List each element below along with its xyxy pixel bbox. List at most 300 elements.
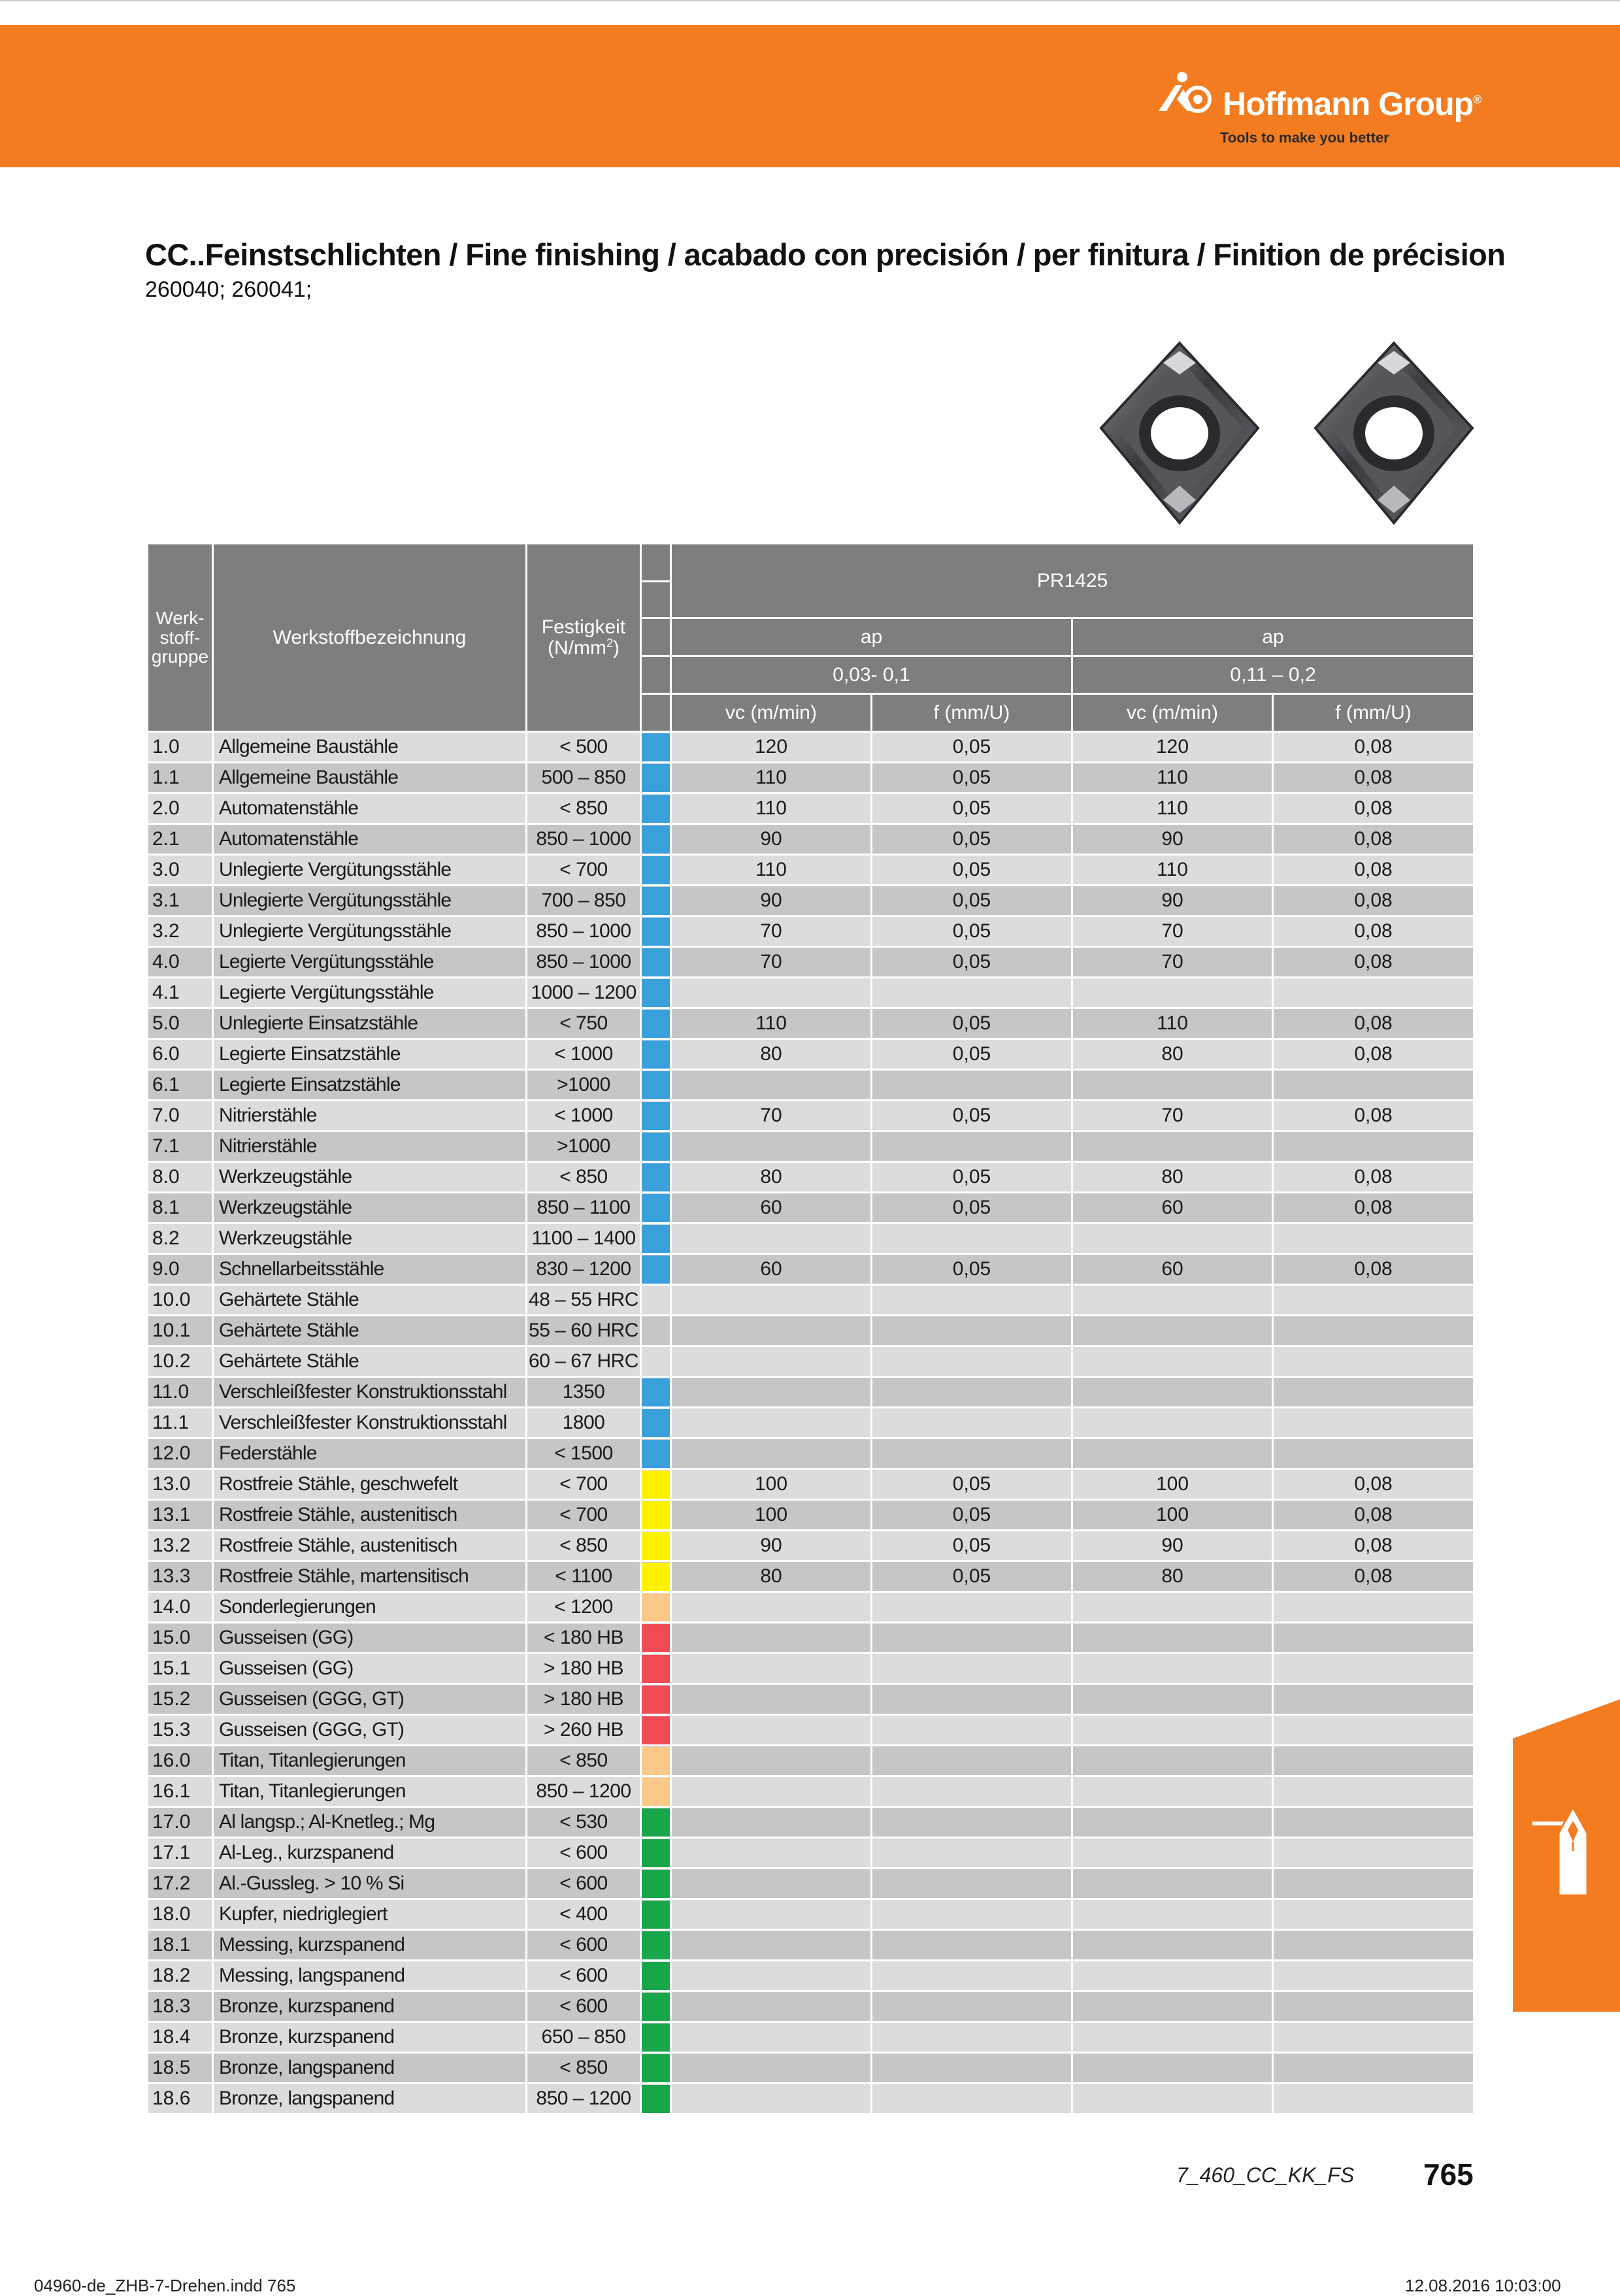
table-row xyxy=(148,1592,1474,1623)
material-name-cell: Rostfreie Stähle, austenitisch xyxy=(213,1531,527,1561)
material-color-swatch xyxy=(641,793,671,824)
vc-2-cell: 70 xyxy=(1072,1101,1273,1131)
material-class-color-block xyxy=(642,1440,670,1468)
f-2-cell: 0,08 xyxy=(1273,1039,1474,1070)
material-name-cell: Bronze, langspanend xyxy=(213,2053,527,2084)
f-2-cell: 0,08 xyxy=(1273,1008,1474,1039)
material-color-swatch xyxy=(641,1070,671,1101)
vc-1-cell: 90 xyxy=(671,1531,872,1561)
material-class-color-block xyxy=(642,1256,670,1284)
f-2-cell: 0,08 xyxy=(1273,732,1474,763)
vc-2-cell xyxy=(1072,1715,1273,1746)
vc-1-cell xyxy=(671,1316,872,1346)
cutting-insert-image xyxy=(1091,337,1268,533)
vc-2-cell xyxy=(1072,1131,1273,1162)
material-color-swatch xyxy=(641,1254,671,1285)
f-2-cell: 0,08 xyxy=(1273,1531,1474,1561)
vc-2-cell: 70 xyxy=(1072,947,1273,978)
vc-2-cell: 110 xyxy=(1072,793,1273,824)
strength-cell: < 1200 xyxy=(527,1592,641,1623)
strength-cell: < 1000 xyxy=(527,1101,641,1131)
material-group-cell: 13.2 xyxy=(148,1531,213,1561)
table-row xyxy=(148,1346,1474,1377)
material-name-cell: Werkzeugstähle xyxy=(213,1223,527,1254)
f-1-cell xyxy=(872,1776,1072,1807)
material-group-cell: 3.1 xyxy=(148,886,213,916)
material-name-cell: Legierte Vergütungsstähle xyxy=(213,947,527,978)
table-row xyxy=(148,1439,1474,1469)
table-row xyxy=(148,1838,1474,1869)
material-name-cell: Automatenstähle xyxy=(213,824,527,855)
strength-cell: < 700 xyxy=(527,1469,641,1500)
material-class-color-block xyxy=(642,2085,670,2113)
material-color-swatch xyxy=(641,1039,671,1070)
vc-2-cell xyxy=(1072,1899,1273,1930)
material-name-cell: Verschleißfester Konstruktionsstahl xyxy=(213,1408,527,1439)
material-class-color-block xyxy=(642,2054,670,2082)
table-row xyxy=(148,1500,1474,1531)
material-name-cell: Legierte Einsatzstähle xyxy=(213,1039,527,1070)
f-2-cell xyxy=(1273,1346,1474,1377)
material-class-color-block xyxy=(642,1010,670,1038)
f-1-cell xyxy=(872,1223,1072,1254)
material-group-cell: 10.2 xyxy=(148,1346,213,1377)
table-row xyxy=(148,1101,1474,1131)
material-name-cell: Titan, Titanlegierungen xyxy=(213,1776,527,1807)
vc-1-cell xyxy=(671,1715,872,1746)
material-color-swatch xyxy=(641,1776,671,1807)
material-name-cell: Messing, kurzspanend xyxy=(213,1930,527,1961)
material-name-cell: Legierte Einsatzstähle xyxy=(213,1070,527,1101)
material-group-cell: 17.1 xyxy=(148,1838,213,1869)
material-group-cell: 13.1 xyxy=(148,1500,213,1531)
strength-cell: >1000 xyxy=(527,1070,641,1101)
strength-cell: 850 – 1100 xyxy=(527,1193,641,1223)
table-row xyxy=(148,1070,1474,1101)
vc-1-cell: 70 xyxy=(671,916,872,947)
material-class-color-block xyxy=(642,1655,670,1683)
vc-2-cell xyxy=(1072,1746,1273,1776)
f-1-cell xyxy=(872,1285,1072,1316)
vc-2-cell xyxy=(1072,1930,1273,1961)
material-group-cell: 11.1 xyxy=(148,1408,213,1439)
chapter-side-tab xyxy=(1513,1699,1620,2012)
material-name-cell: Allgemeine Baustähle xyxy=(213,763,527,793)
table-row xyxy=(148,1807,1474,1838)
f-1-cell xyxy=(872,1807,1072,1838)
strength-cell: < 600 xyxy=(527,1838,641,1869)
vc-2-cell xyxy=(1072,2084,1273,2114)
material-color-swatch xyxy=(641,1654,671,1684)
material-color-swatch xyxy=(641,1869,671,1899)
f-1-cell xyxy=(872,1746,1072,1776)
table-row xyxy=(148,732,1474,763)
material-group-cell: 18.2 xyxy=(148,1961,213,1991)
vc-1-cell xyxy=(671,1070,872,1101)
page-top-rule xyxy=(0,0,1620,1)
header-blank-cell xyxy=(641,656,671,694)
f-1-cell: 0,05 xyxy=(872,1039,1072,1070)
material-color-swatch xyxy=(641,1838,671,1869)
material-group-cell: 5.0 xyxy=(148,1008,213,1039)
material-color-swatch xyxy=(641,886,671,916)
f-2-cell: 0,08 xyxy=(1273,886,1474,916)
material-color-swatch xyxy=(641,978,671,1008)
vc-2-cell: 110 xyxy=(1072,763,1273,793)
header-band xyxy=(0,25,1620,167)
strength-cell: 60 – 67 HRC xyxy=(527,1346,641,1377)
f-2-cell: 0,08 xyxy=(1273,1561,1474,1592)
material-group-cell: 18.5 xyxy=(148,2053,213,2084)
f-2-cell xyxy=(1273,1131,1474,1162)
header-blank-cell xyxy=(641,582,671,618)
material-class-color-block xyxy=(642,795,670,823)
vc-1-cell xyxy=(671,1776,872,1807)
material-name-cell: Gehärtete Stähle xyxy=(213,1316,527,1346)
vc-1-cell xyxy=(671,1346,872,1377)
vc-2-cell xyxy=(1072,1439,1273,1469)
f-2-cell xyxy=(1273,1408,1474,1439)
material-class-color-block xyxy=(642,856,670,884)
material-name-cell: Unlegierte Vergütungsstähle xyxy=(213,855,527,886)
strength-cell: < 600 xyxy=(527,1991,641,2022)
vc-2-cell: 90 xyxy=(1072,886,1273,916)
material-group-cell: 17.2 xyxy=(148,1869,213,1899)
table-row xyxy=(148,1162,1474,1193)
table-row xyxy=(148,1654,1474,1684)
material-group-cell: 10.0 xyxy=(148,1285,213,1316)
material-color-swatch xyxy=(641,1715,671,1746)
f-1-cell xyxy=(872,1592,1072,1623)
table-row xyxy=(148,824,1474,855)
material-color-swatch xyxy=(641,1285,671,1316)
vc-2-cell xyxy=(1072,978,1273,1008)
table-row xyxy=(148,1008,1474,1039)
material-group-cell: 11.0 xyxy=(148,1377,213,1408)
strength-cell: < 180 HB xyxy=(527,1623,641,1654)
strength-cell: >1000 xyxy=(527,1131,641,1162)
material-class-color-block xyxy=(642,1686,670,1714)
material-class-color-block xyxy=(642,2023,670,2052)
vc-2-cell: 70 xyxy=(1072,916,1273,947)
f-1-cell xyxy=(872,1377,1072,1408)
vc-1-cell xyxy=(671,1377,872,1408)
vc-1-cell: 70 xyxy=(671,947,872,978)
vc-1-cell xyxy=(671,1654,872,1684)
material-color-swatch xyxy=(641,1469,671,1500)
material-name-cell: Federstähle xyxy=(213,1439,527,1469)
strength-cell: < 750 xyxy=(527,1008,641,1039)
cutting-insert-image xyxy=(1306,337,1482,533)
strength-cell: 700 – 850 xyxy=(527,886,641,916)
vc-2-cell xyxy=(1072,1838,1273,1869)
header-blank-cell xyxy=(641,694,671,732)
material-group-cell: 18.6 xyxy=(148,2084,213,2114)
strength-cell: 650 – 850 xyxy=(527,2022,641,2053)
material-name-cell: Allgemeine Baustähle xyxy=(213,732,527,763)
f-1-cell xyxy=(872,2053,1072,2084)
material-group-cell: 15.2 xyxy=(148,1684,213,1715)
material-color-swatch xyxy=(641,1131,671,1162)
material-color-swatch xyxy=(641,1223,671,1254)
vc-2-cell: 80 xyxy=(1072,1039,1273,1070)
strength-cell: 1100 – 1400 xyxy=(527,1223,641,1254)
header-grade: PR1425 xyxy=(671,544,1474,618)
material-name-cell: Rostfreie Stähle, martensitisch xyxy=(213,1561,527,1592)
vc-1-cell xyxy=(671,1961,872,1991)
vc-1-cell: 100 xyxy=(671,1500,872,1531)
cutting-data-table xyxy=(146,542,1473,2115)
f-1-cell xyxy=(872,1408,1072,1439)
strength-cell: < 500 xyxy=(527,732,641,763)
f-2-cell xyxy=(1273,1070,1474,1101)
material-name-cell: Automatenstähle xyxy=(213,793,527,824)
f-2-cell xyxy=(1273,1991,1474,2022)
f-2-cell: 0,08 xyxy=(1273,1101,1474,1131)
material-color-swatch xyxy=(641,916,671,947)
material-name-cell: Gehärtete Stähle xyxy=(213,1346,527,1377)
vc-1-cell: 90 xyxy=(671,824,872,855)
vc-2-cell: 80 xyxy=(1072,1561,1273,1592)
material-color-swatch xyxy=(641,1008,671,1039)
table-row xyxy=(148,1131,1474,1162)
header-material-name: Werkstoffbezeichnung xyxy=(213,544,527,732)
strength-cell: < 700 xyxy=(527,855,641,886)
f-1-cell xyxy=(872,2022,1072,2053)
page-title: CC..Feinstschlichten / Fine finishing / acabado con precisión / per finitura / Finition de précision xyxy=(145,237,1506,272)
table-row xyxy=(148,2022,1474,2053)
material-name-cell: Bronze, kurzspanend xyxy=(213,1991,527,2022)
vc-2-cell: 60 xyxy=(1072,1193,1273,1223)
f-2-cell: 0,08 xyxy=(1273,1500,1474,1531)
material-color-swatch xyxy=(641,1531,671,1561)
material-class-color-block xyxy=(642,1317,670,1345)
document-code: 7_460_CC_KK_FS xyxy=(1176,2163,1355,2187)
material-group-cell: 18.0 xyxy=(148,1899,213,1930)
material-class-color-block xyxy=(642,1163,670,1191)
vc-1-cell: 110 xyxy=(671,855,872,886)
material-name-cell: Messing, langspanend xyxy=(213,1961,527,1991)
f-1-cell: 0,05 xyxy=(872,1561,1072,1592)
material-color-swatch xyxy=(641,2084,671,2114)
f-2-cell xyxy=(1273,1961,1474,1991)
f-1-cell: 0,05 xyxy=(872,763,1072,793)
material-name-cell: Bronze, langspanend xyxy=(213,2084,527,2114)
f-1-cell: 0,05 xyxy=(872,1254,1072,1285)
vc-2-cell: 100 xyxy=(1072,1469,1273,1500)
vc-2-cell xyxy=(1072,2053,1273,2084)
material-class-color-block xyxy=(642,1808,670,1837)
f-2-cell xyxy=(1273,1377,1474,1408)
material-color-swatch xyxy=(641,2022,671,2053)
material-group-cell: 2.1 xyxy=(148,824,213,855)
strength-cell: 850 – 1000 xyxy=(527,947,641,978)
table-row xyxy=(148,1684,1474,1715)
f-2-cell: 0,08 xyxy=(1273,824,1474,855)
table-body xyxy=(148,732,1474,2114)
material-color-swatch xyxy=(641,1439,671,1469)
f-2-cell: 0,08 xyxy=(1273,1162,1474,1193)
material-group-cell: 1.1 xyxy=(148,763,213,793)
material-color-swatch xyxy=(641,2053,671,2084)
f-1-cell xyxy=(872,1654,1072,1684)
f-1-cell xyxy=(872,1316,1072,1346)
vc-2-cell: 90 xyxy=(1072,1531,1273,1561)
f-1-cell xyxy=(872,1991,1072,2022)
header-vc-2: vc (m/min) xyxy=(1072,694,1273,732)
material-color-swatch xyxy=(641,732,671,763)
material-class-color-block xyxy=(642,1133,670,1161)
strength-cell: 830 – 1200 xyxy=(527,1254,641,1285)
material-group-cell: 16.1 xyxy=(148,1776,213,1807)
vc-1-cell xyxy=(671,1899,872,1930)
vc-1-cell xyxy=(671,1131,872,1162)
strength-cell: 55 – 60 HRC xyxy=(527,1316,641,1346)
strength-cell: 850 – 1200 xyxy=(527,2084,641,2114)
brand-tagline: Tools to make you better xyxy=(1220,129,1389,146)
material-class-color-block xyxy=(642,764,670,792)
hoffmann-logo-icon xyxy=(1153,71,1219,123)
f-2-cell xyxy=(1273,1592,1474,1623)
material-color-swatch xyxy=(641,1101,671,1131)
material-color-swatch xyxy=(641,1930,671,1961)
material-color-swatch xyxy=(641,1561,671,1592)
material-color-swatch xyxy=(641,1500,671,1531)
vc-2-cell: 100 xyxy=(1072,1500,1273,1531)
f-1-cell xyxy=(872,1623,1072,1654)
material-class-color-block xyxy=(642,1624,670,1652)
f-2-cell: 0,08 xyxy=(1273,793,1474,824)
material-name-cell: Sonderlegierungen xyxy=(213,1592,527,1623)
vc-1-cell xyxy=(671,1746,872,1776)
f-2-cell xyxy=(1273,1869,1474,1899)
vc-1-cell xyxy=(671,1991,872,2022)
material-group-cell: 3.2 xyxy=(148,916,213,947)
vc-1-cell xyxy=(671,1408,872,1439)
material-class-color-block xyxy=(642,1901,670,1929)
material-color-swatch xyxy=(641,1408,671,1439)
vc-1-cell xyxy=(671,1592,872,1623)
vc-2-cell xyxy=(1072,1285,1273,1316)
f-2-cell xyxy=(1273,1684,1474,1715)
material-name-cell: Verschleißfester Konstruktionsstahl xyxy=(213,1377,527,1408)
vc-1-cell: 70 xyxy=(671,1101,872,1131)
vc-2-cell xyxy=(1072,1223,1273,1254)
strength-cell: 850 – 1200 xyxy=(527,1776,641,1807)
f-2-cell xyxy=(1273,1316,1474,1346)
strength-cell: 500 – 850 xyxy=(527,763,641,793)
material-color-swatch xyxy=(641,1193,671,1223)
strength-cell: < 530 xyxy=(527,1807,641,1838)
vc-2-cell: 90 xyxy=(1072,824,1273,855)
vc-2-cell xyxy=(1072,1961,1273,1991)
vc-2-cell xyxy=(1072,1070,1273,1101)
f-2-cell xyxy=(1273,1807,1474,1838)
f-2-cell xyxy=(1273,1930,1474,1961)
header-f-2: f (mm/U) xyxy=(1273,694,1474,732)
header-blank-cell xyxy=(641,544,671,582)
vc-2-cell xyxy=(1072,1807,1273,1838)
material-class-color-block xyxy=(642,948,670,976)
material-color-swatch xyxy=(641,1807,671,1838)
f-1-cell: 0,05 xyxy=(872,855,1072,886)
material-class-color-block xyxy=(642,825,670,854)
f-1-cell: 0,05 xyxy=(872,916,1072,947)
f-1-cell: 0,05 xyxy=(872,1531,1072,1561)
print-slug-date: 12.08.2016 10:03:00 xyxy=(1405,2276,1561,2295)
table-row xyxy=(148,1285,1474,1316)
table-row xyxy=(148,2053,1474,2084)
table-row xyxy=(148,978,1474,1008)
f-2-cell xyxy=(1273,1223,1474,1254)
vc-1-cell xyxy=(671,2022,872,2053)
vc-2-cell: 110 xyxy=(1072,1008,1273,1039)
table-row xyxy=(148,1377,1474,1408)
f-1-cell: 0,05 xyxy=(872,732,1072,763)
header-f-1: f (mm/U) xyxy=(872,694,1072,732)
f-2-cell xyxy=(1273,1838,1474,1869)
material-color-swatch xyxy=(641,1592,671,1623)
material-group-cell: 15.1 xyxy=(148,1654,213,1684)
material-class-color-block xyxy=(642,887,670,915)
f-2-cell xyxy=(1273,1654,1474,1684)
material-class-color-block xyxy=(642,1102,670,1130)
f-2-cell xyxy=(1273,2053,1474,2084)
vc-1-cell: 60 xyxy=(671,1193,872,1223)
vc-2-cell: 120 xyxy=(1072,732,1273,763)
f-2-cell: 0,08 xyxy=(1273,947,1474,978)
f-2-cell: 0,08 xyxy=(1273,855,1474,886)
f-1-cell xyxy=(872,978,1072,1008)
vc-1-cell xyxy=(671,1930,872,1961)
material-color-swatch xyxy=(641,763,671,793)
vc-2-cell xyxy=(1072,2022,1273,2053)
material-name-cell: Unlegierte Einsatzstähle xyxy=(213,1008,527,1039)
material-class-color-block xyxy=(642,918,670,946)
material-group-cell: 9.0 xyxy=(148,1254,213,1285)
vc-1-cell: 80 xyxy=(671,1039,872,1070)
vc-2-cell xyxy=(1072,1869,1273,1899)
material-class-color-block xyxy=(642,1593,670,1622)
vc-2-cell xyxy=(1072,1316,1273,1346)
f-2-cell: 0,08 xyxy=(1273,1193,1474,1223)
material-name-cell: Unlegierte Vergütungsstähle xyxy=(213,916,527,947)
table-row xyxy=(148,1991,1474,2022)
f-1-cell xyxy=(872,1961,1072,1991)
vc-1-cell: 110 xyxy=(671,763,872,793)
header-blank-cell xyxy=(641,618,671,656)
material-name-cell: Rostfreie Stähle, geschwefelt xyxy=(213,1469,527,1500)
material-group-cell: 12.0 xyxy=(148,1439,213,1469)
material-class-color-block xyxy=(642,1040,670,1069)
material-name-cell: Bronze, kurzspanend xyxy=(213,2022,527,2053)
vc-1-cell xyxy=(671,1807,872,1838)
material-class-color-block xyxy=(642,1931,670,1959)
strength-cell: 48 – 55 HRC xyxy=(527,1285,641,1316)
material-group-cell: 7.0 xyxy=(148,1101,213,1131)
vc-1-cell xyxy=(671,2084,872,2114)
print-slug-file: 04960-de_ZHB-7-Drehen.indd 765 xyxy=(34,2276,296,2295)
strength-cell: 1800 xyxy=(527,1408,641,1439)
vc-1-cell xyxy=(671,1869,872,1899)
strength-cell: 1000 – 1200 xyxy=(527,978,641,1008)
material-name-cell: Gehärtete Stähle xyxy=(213,1285,527,1316)
table-row xyxy=(148,1039,1474,1070)
vc-2-cell xyxy=(1072,1592,1273,1623)
vc-1-cell: 110 xyxy=(671,1008,872,1039)
vc-1-cell xyxy=(671,1285,872,1316)
f-1-cell xyxy=(872,1684,1072,1715)
